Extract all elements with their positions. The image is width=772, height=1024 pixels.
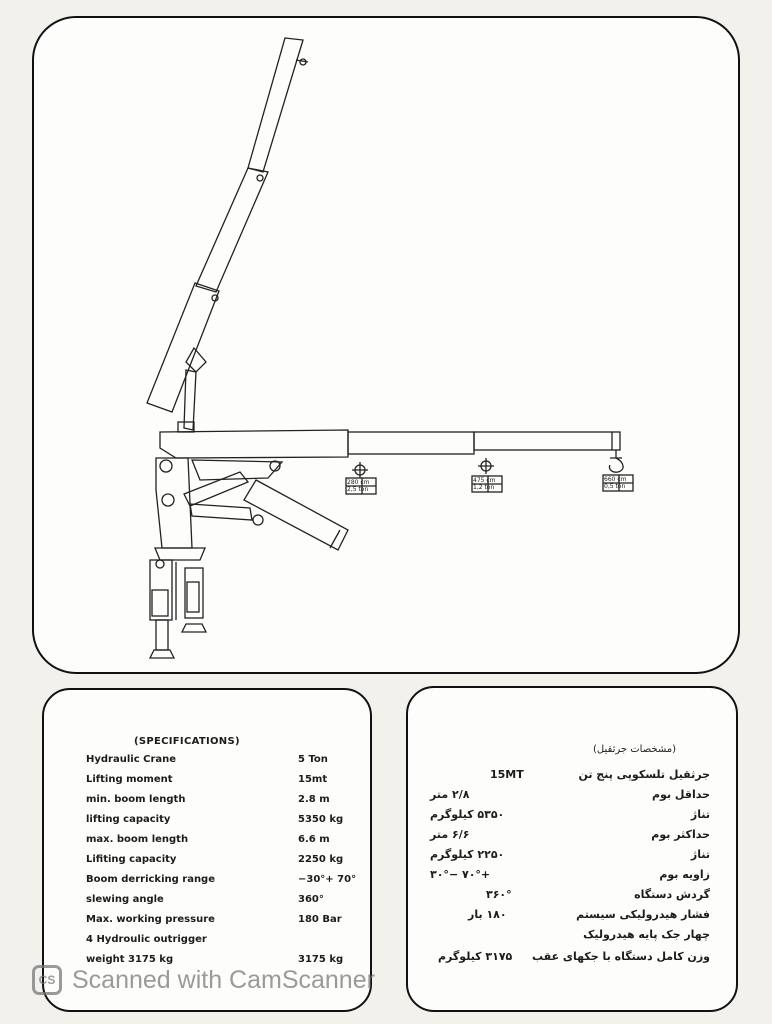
spec-label: min. boom length bbox=[86, 794, 186, 805]
spec-label: Lifting moment bbox=[86, 774, 173, 785]
persian-spec-value: ۱۸۰ بار bbox=[468, 908, 507, 921]
persian-spec-value: ۳۶۰° bbox=[486, 888, 512, 901]
spec-label: Max. working pressure bbox=[86, 914, 215, 925]
persian-spec-value: ۲/۸ متر bbox=[430, 788, 470, 801]
spec-value: 15mt bbox=[298, 774, 328, 785]
load-capacity: 0,5 ton bbox=[604, 483, 626, 490]
persian-spec-row bbox=[408, 908, 730, 928]
spec-label: max. boom length bbox=[86, 834, 189, 845]
persian-spec-label: گردش دستگاه bbox=[634, 888, 710, 901]
camscanner-watermark bbox=[32, 962, 375, 998]
persian-spec-value: +۷۰° −۳۰° bbox=[430, 868, 491, 881]
persian-spec-row bbox=[408, 868, 730, 888]
camscanner-logo-icon: CS bbox=[32, 965, 62, 995]
spec-row bbox=[86, 834, 366, 850]
persian-spec-label: چهار جک پایه هیدرولیک bbox=[583, 928, 710, 941]
persian-specifications-title: (مشخصات جرثقیل) bbox=[593, 744, 676, 755]
spec-value: 180 Bar bbox=[298, 914, 342, 925]
persian-spec-row bbox=[408, 950, 730, 970]
persian-spec-value: ۳۱۷۵ کیلوگرم bbox=[438, 950, 513, 963]
spec-value: 360° bbox=[298, 894, 324, 905]
spec-row bbox=[86, 874, 366, 890]
persian-spec-row bbox=[408, 788, 730, 808]
persian-spec-value: ۶/۶ متر bbox=[430, 828, 470, 841]
spec-row bbox=[86, 894, 366, 910]
spec-label: Lifiting capacity bbox=[86, 854, 177, 865]
spec-value: 6.6 m bbox=[298, 834, 330, 845]
spec-value: 3175 kg bbox=[298, 954, 344, 965]
persian-spec-label: وزن کامل دستگاه با جکهای عقب bbox=[532, 950, 710, 963]
watermark-text: Scanned with CamScanner bbox=[72, 965, 375, 994]
spec-row bbox=[86, 854, 366, 870]
persian-spec-label: تناژ bbox=[690, 808, 710, 821]
load-capacity: 2,5 ton bbox=[347, 486, 369, 493]
persian-spec-value: 15MT bbox=[490, 768, 524, 781]
spec-row bbox=[86, 934, 366, 950]
persian-spec-row bbox=[408, 928, 730, 948]
spec-value: 2250 kg bbox=[298, 854, 344, 865]
persian-spec-value: ۲۲۵۰ کیلوگرم bbox=[430, 848, 505, 861]
persian-spec-value: ۵۳۵۰ کیلوگرم bbox=[430, 808, 505, 821]
spec-row bbox=[86, 814, 366, 830]
load-label-2 bbox=[473, 477, 503, 491]
spec-value: 5350 kg bbox=[298, 814, 344, 825]
load-radius: 280 cm bbox=[347, 479, 370, 486]
spec-row bbox=[86, 774, 366, 790]
load-radius: 660 cm bbox=[604, 476, 627, 483]
specifications-title: (SPECIFICATIONS) bbox=[134, 736, 240, 747]
spec-label: Boom derricking range bbox=[86, 874, 215, 885]
persian-spec-label: فشار هیدرولیکی سیستم bbox=[576, 908, 710, 921]
spec-label: lifting capacity bbox=[86, 814, 171, 825]
persian-spec-label: جرثقیل تلسکوپی پنج تن bbox=[578, 768, 710, 781]
spec-label: Hydraulic Crane bbox=[86, 754, 177, 765]
spec-label: slewing angle bbox=[86, 894, 164, 905]
persian-spec-row bbox=[408, 808, 730, 828]
spec-label: weight 3175 kg bbox=[86, 954, 174, 965]
spec-row bbox=[86, 794, 366, 810]
persian-specifications-panel bbox=[406, 686, 738, 1012]
spec-row bbox=[86, 914, 366, 930]
persian-spec-row bbox=[408, 828, 730, 848]
persian-spec-row bbox=[408, 848, 730, 868]
load-radius: 475 cm bbox=[473, 477, 496, 484]
spec-label: 4 Hydroulic outrigger bbox=[86, 934, 207, 945]
persian-spec-label: تناژ bbox=[690, 848, 710, 861]
load-capacity: 1,2 ton bbox=[473, 484, 495, 491]
persian-spec-label: حداکثر بوم bbox=[651, 828, 710, 841]
spec-value: −30°+ 70° bbox=[298, 874, 357, 885]
spec-value: 5 Ton bbox=[298, 754, 328, 765]
load-label-3 bbox=[604, 476, 634, 490]
persian-spec-row bbox=[408, 768, 730, 788]
persian-spec-label: زاویه بوم bbox=[659, 868, 710, 881]
persian-spec-row bbox=[408, 888, 730, 908]
load-label-1 bbox=[347, 479, 377, 493]
crane-drawing-panel bbox=[32, 16, 740, 674]
spec-value: 2.8 m bbox=[298, 794, 330, 805]
persian-spec-label: حداقل بوم bbox=[652, 788, 710, 801]
spec-row bbox=[86, 754, 366, 770]
